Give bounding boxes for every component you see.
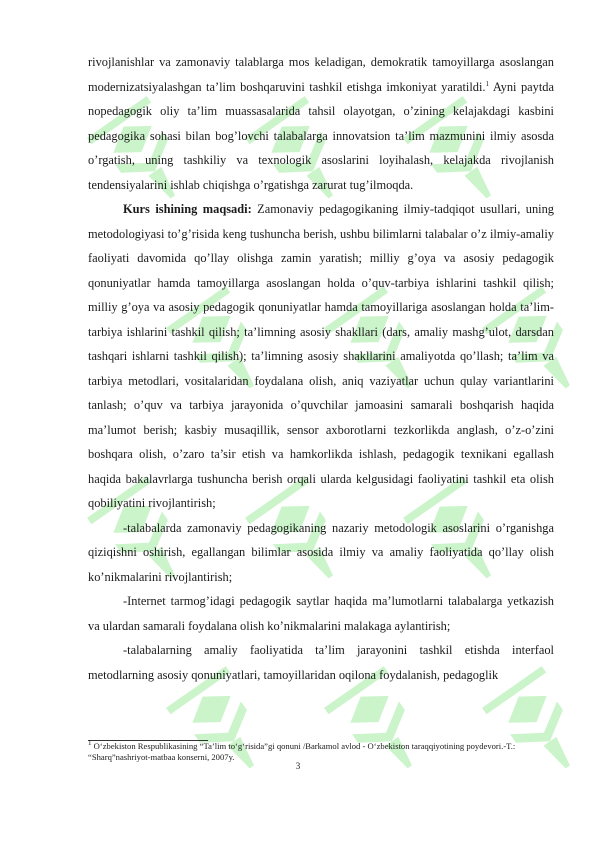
footnote-text: O‘zbekiston Respublikasining “Ta’lim to‘g‘risida”gi qonuni /Barkamol avlod - O‘zbekiston taraqqiyotining poydevori.-T.: “Sharq”nashriyot-matbaa konserni, 2007y. xyxy=(88,741,516,762)
paragraph-1-text-after: Ayni paytda nopedagogik oliy ta’lim muassasalarida tahsil olayotgan, o’zining kelajakdagi kasbini pedagogika sohasi bilan bog’lovchi talabalarga innovatsion ta’lim mazmunini ilmiy asosda o’rgatish, uning tashkiliy va texnologik asoslarini loyihalash, kelajakda rivojlanish tendensiyalarini ishlab chiqishga o’rgatishga zarurat tug’ilmoqda. xyxy=(88,79,554,192)
paragraph-1 xyxy=(88,50,554,197)
course-goal-heading: Kurs ishining maqsadi: xyxy=(123,202,252,216)
footnote xyxy=(88,741,554,763)
paragraph-list-item-1: -talabalarda zamonaviy pedagogikaning nazariy metodologik asoslarini o’rganishga qiziqishni oshirish, egallangan bilimlar asosida ilmiy va amaliy faoliyatida qo’llay olish ko’nikmalarini rivojlantirish; xyxy=(88,520,554,584)
course-goal-text: Zamonaviy pedagogikaning ilmiy-tadqiqot usullari, uning metodologiyasi to’g’risida keng tushuncha berish, ushbu bilimlarni talabalar o’z ilmiy-amaliy faoliyati davomida qo’llay olishga zamin yaratish; milliy g’oya va asosiy pedagogik qonuniyatlar hamda tamoyillarga asoslangan holda o’quv-tarbiya ishlarini tashkil qilish; milliy g’oya va asosiy pedagogik qonuniyatlar hamda tamoyillariga asoslangan holda ta’lim-tarbiya ishlarini tashkil qilish; ta’limning asosiy shakllari (dars, amaliy mashg’ulot, darsdan tashqari ishlarni tashkil qilish); ta’limning asosiy shakllarini amaliyotda qo’llash; ta’lim va tarbiya metodlari, vositalaridan foydalana olish, aniq vaziyatlar uchun qulay variantlarini tanlash; o’quv va tarbiya jarayonida o’quvchilar jamoasini samarali boshqarish haqida ma’lumot berish; kasbiy musaqillik, sensor axborotlarni tezkorlikda anglash, o’z-o’zini boshqara olish, o’zaro ta’sir etish va hamkorlikda ishlash, pedagogik texnikani egallash haqida bakalavrlarga tushuncha berish orqali ularda kelgusidagi faoliyatini tashkil eta olish qobiliyatini rivojlantirish; xyxy=(88,202,554,510)
page-number: 3 xyxy=(295,761,301,771)
paragraph-1-text: rivojlanishlar va zamonaviy talablarga mos keladigan, demokratik tamoyillarga asoslangan modernizatsiyalashgan ta’lim boshqaruvini tashkil etishga imkoniyat yaratildi. xyxy=(88,55,554,94)
body-text xyxy=(88,50,554,687)
footnote-marker: 1 xyxy=(88,739,92,748)
footnote-reference[interactable]: 1 xyxy=(485,79,490,88)
paragraph-course-goal xyxy=(88,197,554,516)
paragraph-list-item-3: -talabalarning amaliy faoliyatida ta’lim jarayonini tashkil etishda interfaol metodlarning asosiy qonuniyatlari, tamoyillaridan oqilona foydalanish, pedagoglik xyxy=(88,643,554,682)
paragraph-list-item-2: -Internet tarmog’idagi pedagogik saytlar haqida ma’lumotlarni talabalarga yetkazish va ulardan samarali foydalana olish ko’nikmalarini malakaga aylantirish; xyxy=(88,594,554,633)
